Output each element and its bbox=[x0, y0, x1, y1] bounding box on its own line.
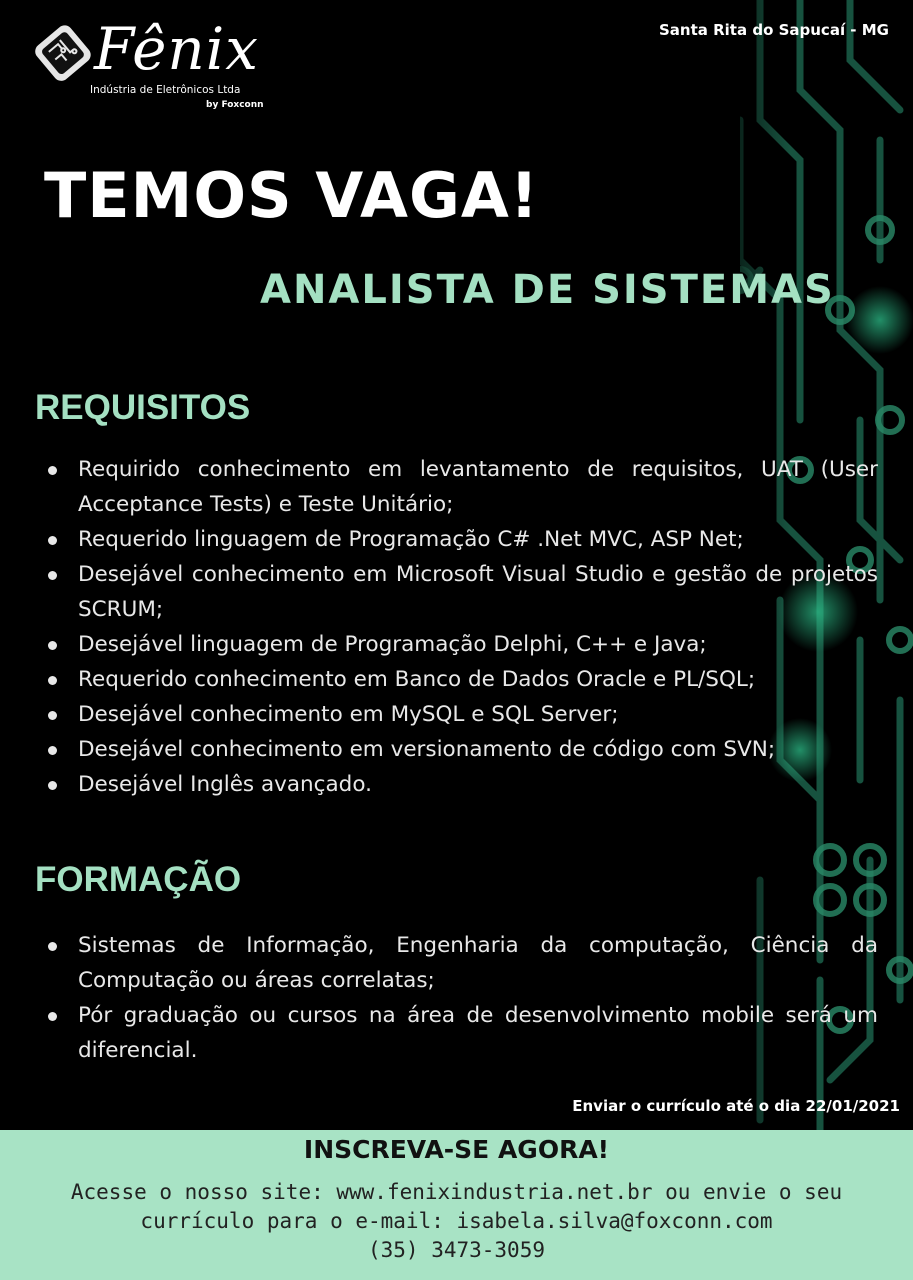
brand-by-line: by Foxconn bbox=[206, 100, 264, 110]
contact-phone: (35) 3473-3059 bbox=[367, 1238, 545, 1262]
deadline-note: Enviar o currículo até o dia 22/01/2021 bbox=[572, 1097, 900, 1115]
chip-badge-icon bbox=[34, 18, 96, 90]
list-item: Requerido linguagem de Programação C# .Net MVC, ASP Net; bbox=[44, 522, 878, 557]
list-item: Desejável conhecimento em MySQL e SQL Server; bbox=[44, 697, 878, 732]
contact-info bbox=[60, 1178, 853, 1265]
list-item: Desejável conhecimento em versionamento de código com SVN; bbox=[44, 732, 878, 767]
signup-call-to-action: INSCREVA-SE AGORA! bbox=[303, 1135, 610, 1164]
brand-name: Fênix bbox=[94, 15, 260, 83]
list-item: Requerido conhecimento em Banco de Dados Oracle e PL/SQL; bbox=[44, 662, 878, 697]
requirements-list bbox=[44, 452, 878, 802]
headline: TEMOS VAGA! bbox=[44, 159, 540, 232]
list-item: Desejável conhecimento em Microsoft Visual Studio e gestão de projetos SCRUM; bbox=[44, 557, 878, 627]
contact-email-line: currículo para o e-mail: isabela.silva@foxconn.com bbox=[140, 1209, 773, 1233]
list-item: Pór graduação ou cursos na área de desenvolvimento mobile será um diferencial. bbox=[44, 998, 878, 1068]
list-item: Requirido conhecimento em levantamento de requisitos, UAT (User Acceptance Tests) e Teste Unitário; bbox=[44, 452, 878, 522]
education-list bbox=[44, 928, 878, 1068]
brand-subtitle: Indústria de Eletrônicos Ltda bbox=[90, 84, 241, 96]
company-logo bbox=[34, 12, 284, 122]
job-title: ANALISTA DE SISTEMAS bbox=[260, 267, 835, 313]
requirements-heading: REQUISITOS bbox=[35, 388, 251, 427]
contact-site-line: Acesse o nosso site: www.fenixindustria.net.br ou envie o seu bbox=[70, 1180, 843, 1204]
education-heading: FORMAÇÃO bbox=[35, 860, 242, 899]
list-item: Desejável Inglês avançado. bbox=[44, 767, 878, 802]
list-item: Sistemas de Informação, Engenharia da computação, Ciência da Computação ou áreas correlatas; bbox=[44, 928, 878, 998]
location-label: Santa Rita do Sapucaí - MG bbox=[659, 21, 889, 39]
list-item: Desejável linguagem de Programação Delphi, C++ e Java; bbox=[44, 627, 878, 662]
